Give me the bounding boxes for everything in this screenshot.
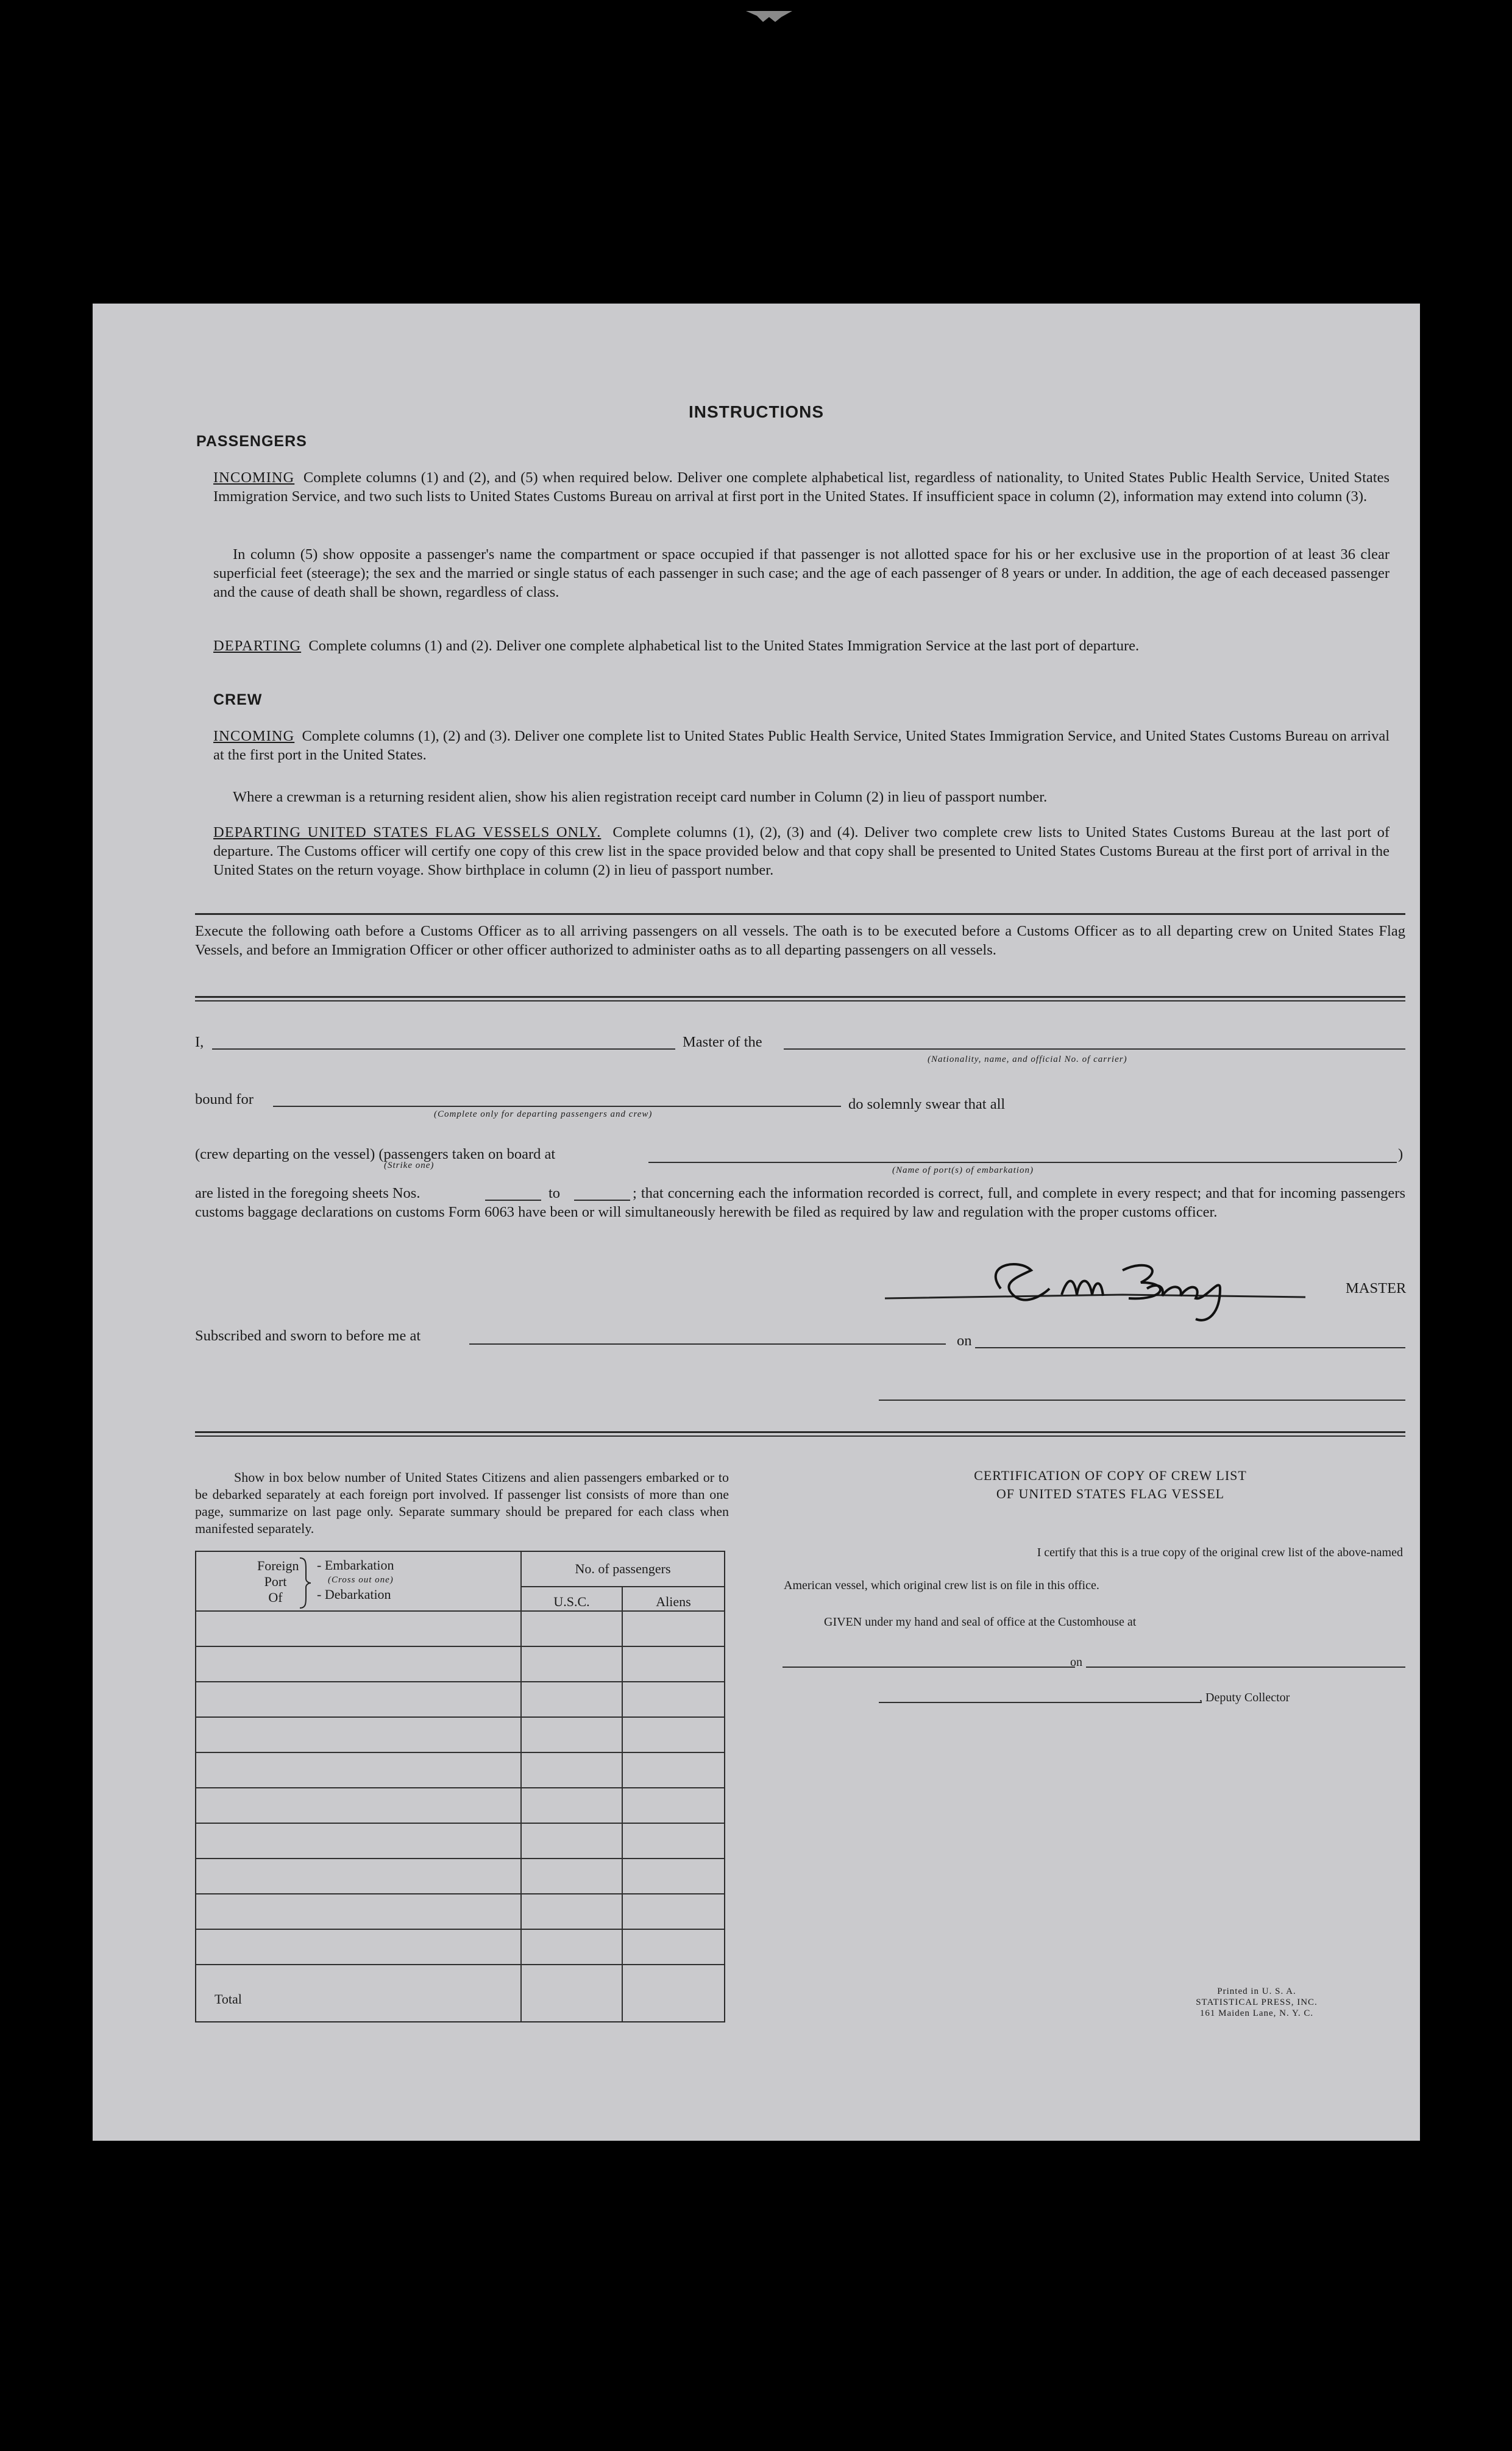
passengers-incoming-paragraph xyxy=(213,468,1390,506)
crew-incoming-paragraph xyxy=(213,727,1390,764)
listed-in-label: are listed in the foregoing sheets Nos. xyxy=(195,1185,421,1201)
officer-signature-line[interactable] xyxy=(879,1400,1405,1401)
ports-caption: (Name of port(s) of embarkation) xyxy=(892,1165,1034,1175)
master-of-the-label: Master of the xyxy=(683,1034,762,1050)
summary-note: Show in box below number of United States Citizens and alien passengers embarked or to be debarked separately at each foreign port involved. If passenger list consists of more than one page, summarize on last page only. Separate summary should be prepared for each class when manifested separately. xyxy=(195,1470,729,1536)
column5-paragraph: In column (5) show opposite a passenger's name the compartment or space occupied if that passenger is not allotted space for his or her exclusive use in the proportion of at least 36 clear superficial feet (steerage); the sex and the married or single status of each passenger in such case; and the age of each passenger of 8 years or under. In addition, the age of each deceased passenger and the cause of death shall be shown, regardless of class. xyxy=(213,546,1390,600)
passengers-departing-label: DEPARTING xyxy=(213,638,302,654)
complete-only-caption: (Complete only for departing passengers and crew) xyxy=(434,1109,653,1119)
column-divider xyxy=(622,1586,623,2021)
passengers-heading: PASSENGERS xyxy=(196,433,307,450)
sworn-date-line[interactable] xyxy=(975,1347,1405,1348)
to-label: to xyxy=(548,1185,561,1201)
passengers-incoming-label: INCOMING xyxy=(213,469,295,486)
given-text: GIVEN under my hand and seal of office at the Customhouse at xyxy=(824,1615,1137,1629)
close-paren: ) xyxy=(1398,1146,1404,1162)
divider xyxy=(195,996,1405,998)
certify-line2: American vessel, which original crew list is on file in this office. xyxy=(784,1579,1099,1592)
divider xyxy=(195,1000,1405,1001)
printer-line1: Printed in U. S. A. xyxy=(1217,1987,1296,1996)
customhouse-line[interactable] xyxy=(783,1667,1075,1668)
crew-departing-label: (crew departing on the vessel) (passengers taken on board at xyxy=(195,1146,556,1162)
row-divider xyxy=(196,1929,724,1930)
passengers-incoming-text: Complete columns (1) and (2), and (5) when required below. Deliver one complete alphabetical list, regardless of nationality, to United States Public Health Service, United States Immigration Service, and two such lists to United States Customs Bureau on arrival at first port in the United States. If insufficient space in column (2), information may extend into column (3). xyxy=(213,469,1390,505)
passengers-departing-text: Complete columns (1) and (2). Deliver one complete alphabetical list to the United States Immigration Service at the last port of departure. xyxy=(308,638,1140,654)
instructions-title: INSTRUCTIONS xyxy=(689,402,824,421)
row-divider xyxy=(196,1893,724,1894)
sworn-on-label: on xyxy=(957,1332,972,1349)
do-solemnly-label: do solemnly swear that all xyxy=(848,1096,1006,1112)
form-page xyxy=(93,304,1420,2141)
deputy-collector-label: , Deputy Collector xyxy=(1199,1691,1290,1704)
summary-table xyxy=(195,1551,725,2022)
ports-of-embarkation-line[interactable] xyxy=(648,1162,1397,1163)
carrier-line[interactable] xyxy=(784,1048,1405,1050)
printer-line2: STATISTICAL PRESS, INC. xyxy=(1196,1997,1318,2007)
row-divider xyxy=(196,1823,724,1824)
divider xyxy=(195,1435,1405,1437)
certification-on-label: on xyxy=(1070,1656,1082,1669)
crew-incoming-text: Complete columns (1), (2) and (3). Deliver one complete list to United States Public Health Service, United States Immigration Service, and United States Customs Bureau on arrival at the first port in the United States. xyxy=(213,728,1390,763)
certification-title-line1: CERTIFICATION OF COPY OF CREW LIST xyxy=(974,1468,1247,1483)
foreign-word: Foreign xyxy=(257,1558,299,1573)
divider xyxy=(195,913,1405,915)
bound-for-line[interactable] xyxy=(273,1106,841,1107)
concerning-text: ; that concerning each the information recorded is correct, full, and complete in every respect; and that for incoming passengers customs baggage declarations on customs Form 6063 have been or will simultaneously herewith be filed as required by law and regulation with the proper customs officer. xyxy=(195,1185,1405,1220)
certification-title xyxy=(842,1467,1379,1503)
row-divider xyxy=(196,1610,724,1612)
crew-departing-label: DEPARTING UNITED STATES FLAG VESSELS ONLY. xyxy=(213,824,602,841)
crew-departing-paragraph xyxy=(213,823,1390,880)
no-of-passengers-header: No. of passengers xyxy=(575,1561,671,1576)
port-word: Port xyxy=(264,1574,287,1589)
passengers-departing-paragraph xyxy=(213,636,1390,655)
cross-out-one-caption: (Cross out one) xyxy=(328,1575,394,1585)
strike-one-caption: (Strike one) xyxy=(384,1161,435,1170)
row-divider xyxy=(196,1752,724,1753)
crew-incoming-label: INCOMING xyxy=(213,728,295,744)
usc-header: U.S.C. xyxy=(553,1594,590,1609)
certification-title-line2: OF UNITED STATES FLAG VESSEL xyxy=(996,1486,1225,1501)
aliens-header: Aliens xyxy=(656,1594,691,1609)
row-divider xyxy=(196,1646,724,1647)
brace-icon xyxy=(299,1557,312,1609)
of-word: Of xyxy=(268,1590,283,1605)
header-divider xyxy=(522,1586,724,1587)
printer-imprint xyxy=(1116,1986,1397,2019)
crew-heading: CREW xyxy=(213,691,263,708)
embarkation-options xyxy=(317,1558,394,1602)
column-divider xyxy=(520,1552,522,2021)
nationality-caption: (Nationality, name, and official No. of carrier) xyxy=(928,1055,1127,1064)
row-divider xyxy=(196,1681,724,1682)
foreign-port-of-label xyxy=(257,1558,299,1606)
row-divider xyxy=(196,1716,724,1718)
scanner-mark-icon xyxy=(745,9,793,24)
oath-i-label: I, xyxy=(195,1034,204,1050)
printer-line3: 161 Maiden Lane, N. Y. C. xyxy=(1199,2008,1314,2018)
deputy-collector-line[interactable] xyxy=(879,1702,1202,1703)
row-divider xyxy=(196,1787,724,1788)
embarkation-label: - Embarkation xyxy=(317,1557,394,1573)
master-name-line[interactable] xyxy=(212,1048,675,1050)
certify-line1: I certify that this is a true copy of the original crew list of the above-named xyxy=(1037,1546,1403,1559)
certification-date-line[interactable] xyxy=(1086,1667,1405,1668)
sworn-place-line[interactable] xyxy=(469,1343,946,1345)
total-label: Total xyxy=(215,1991,242,2007)
oath-intro: Execute the following oath before a Customs Officer as to all arriving passengers on all vessels. The oath is to be executed before a Customs Officer as to all departing crew on United States Flag Vessels, and before an Immigration Officer or other officer authorized to administer oaths as to all departing passengers on all vessels. xyxy=(195,923,1405,958)
divider xyxy=(195,1431,1405,1433)
bound-for-label: bound for xyxy=(195,1091,254,1108)
crew-departing-text: Complete columns (1), (2), (3) and (4). Deliver two complete crew lists to United States Customs Bureau at the last port of departure. The Customs officer will certify one copy of this crew list in the space provided below and that copy shall be presented to United States Customs Bureau at the first port of arrival in the United States on the return voyage. Show birthplace in column (2) in lieu of passport number. xyxy=(213,824,1390,878)
crew-alien-paragraph: Where a crewman is a returning resident alien, show his alien registration receipt card number in Column (2) in lieu of passport number. xyxy=(233,789,1048,805)
debarkation-label: - Debarkation xyxy=(317,1587,391,1602)
master-label: MASTER xyxy=(1346,1280,1407,1297)
row-divider xyxy=(196,1858,724,1859)
master-signature xyxy=(879,1252,1342,1325)
row-divider xyxy=(196,1964,724,1965)
subscribed-label: Subscribed and sworn to before me at xyxy=(195,1328,421,1344)
